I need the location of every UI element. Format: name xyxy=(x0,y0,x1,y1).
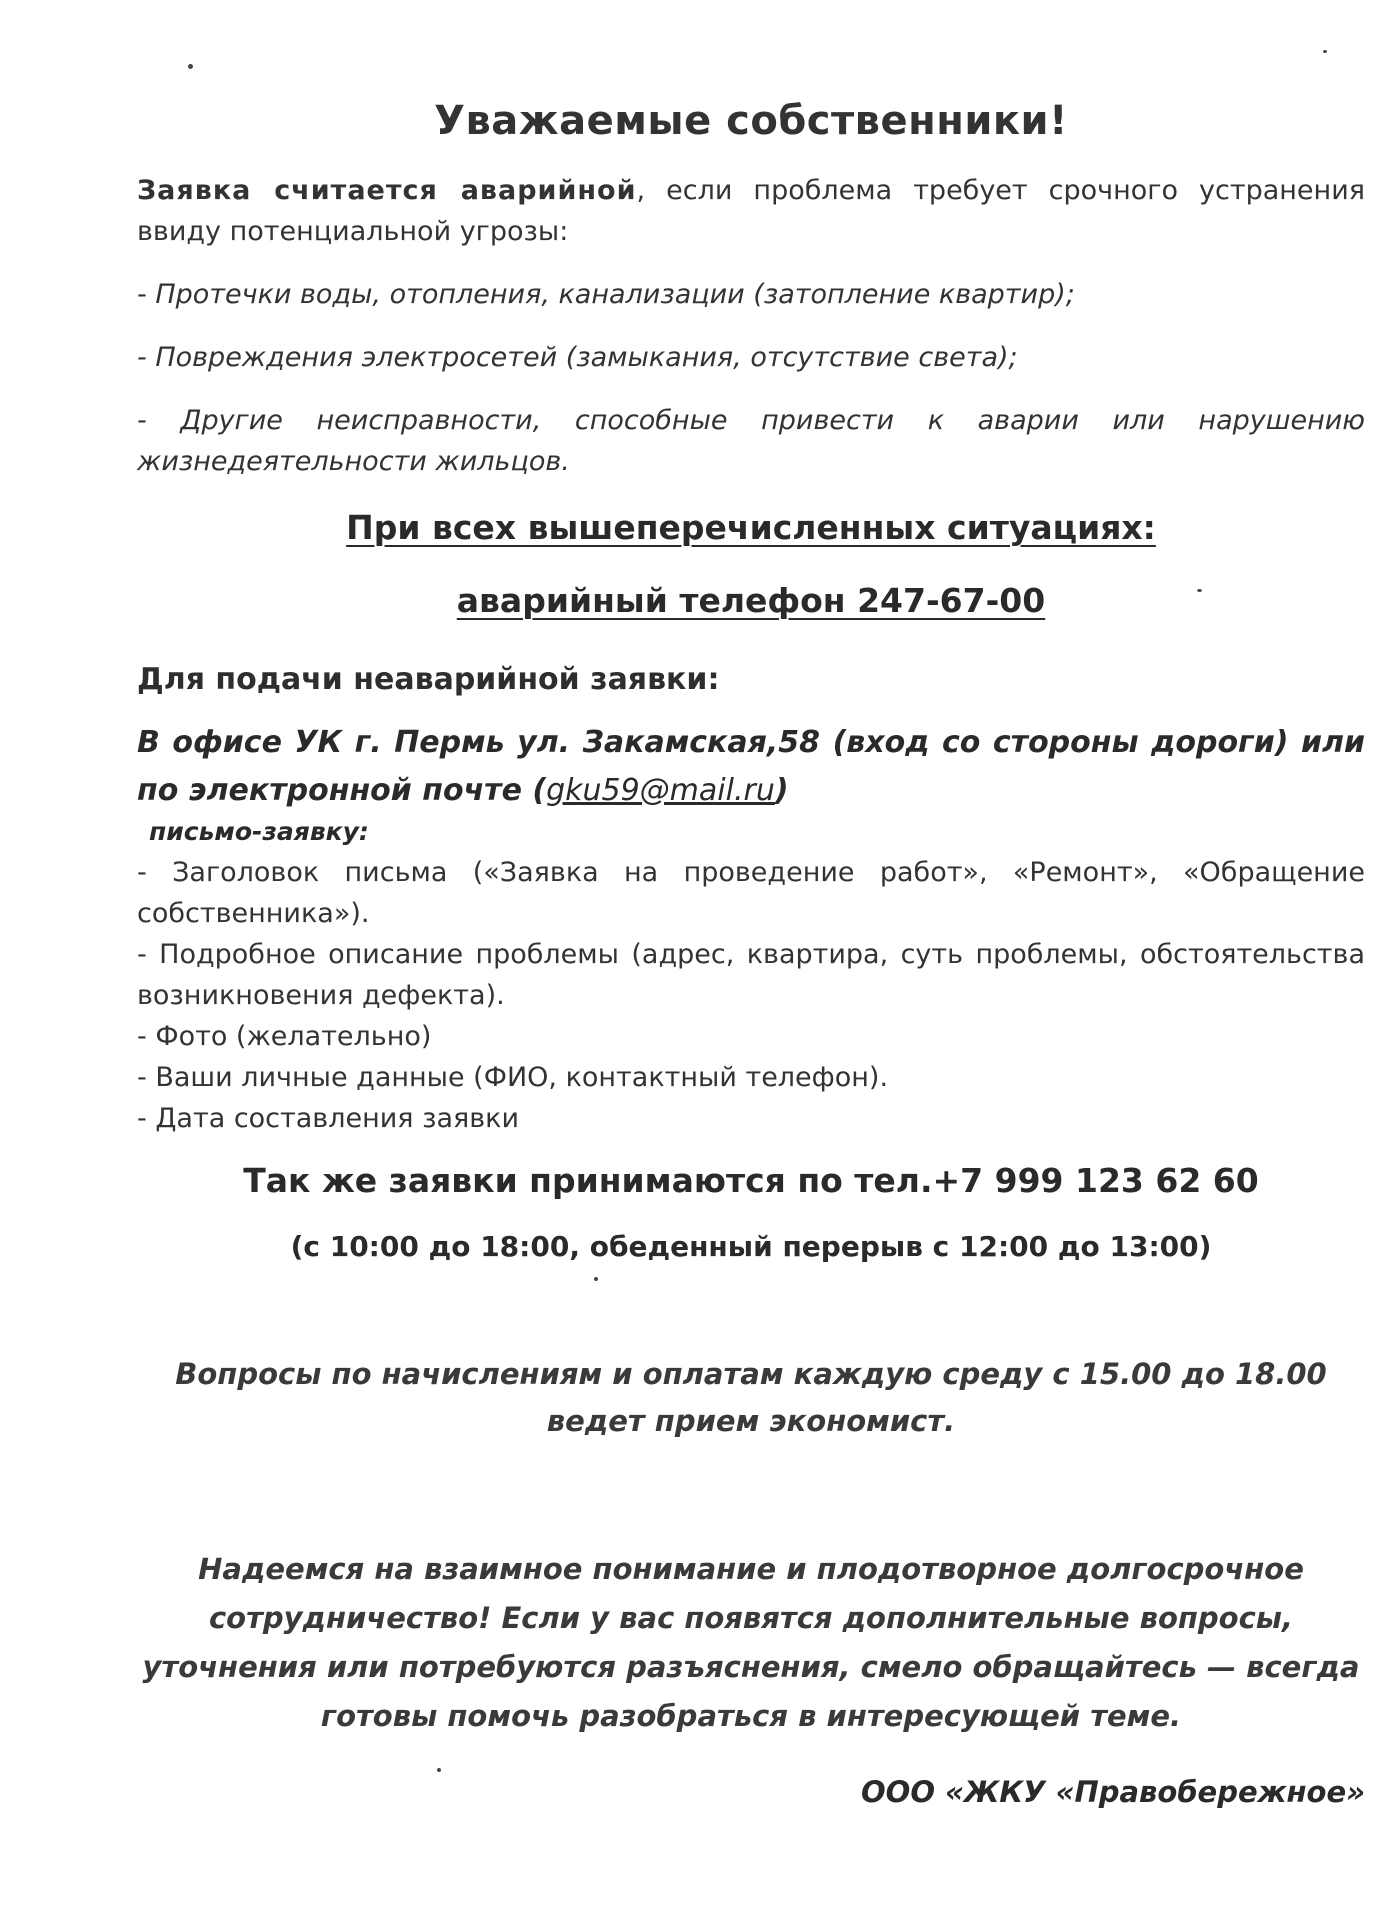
list-item: - Заголовок письма («Заявка на проведение работ», «Ремонт», «Обращение собственника»). xyxy=(137,857,1365,929)
all-situations-heading: При всех вышеперечисленных ситуациях: xyxy=(346,508,1156,547)
email-link[interactable]: gku59@mail.ru xyxy=(546,773,775,808)
office-address-text: В офисе УК г. Пермь ул. Закамская,58 (вход со стороны дороги) или по электронной почте ( xyxy=(137,725,1365,808)
list-item: - Фото (желательно) xyxy=(137,1021,432,1052)
signature: ООО «ЖКУ «Правобережное» xyxy=(861,1775,1365,1809)
emergency-item-water: - Протечки воды, отопления, канализации (затопление квартир); xyxy=(137,279,1075,310)
scan-speck xyxy=(1323,50,1327,53)
letter-label: письмо-заявку: xyxy=(149,817,369,846)
non-emergency-heading: Для подачи неаварийной заявки: xyxy=(137,662,720,697)
office-address-paragraph xyxy=(137,719,1365,815)
emergency-phone-heading: аварийный телефон 247-67-00 xyxy=(456,581,1046,620)
emergency-item-other: - Другие неисправности, способные привести к аварии или нарушению жизнедеятельности жильцов. xyxy=(137,405,1365,477)
phone-line: Так же заявки принимаются по тел.+7 999 123 62 60 xyxy=(243,1161,1259,1200)
letter-requirements-list xyxy=(137,852,1365,1139)
hours-line: (с 10:00 до 18:00, обеденный перерыв с 12:00 до 13:00) xyxy=(290,1230,1212,1263)
economist-notice: Вопросы по начислениям и оплатам каждую среду с 15.00 до 18.00 ведет прием экономист. xyxy=(175,1357,1327,1438)
emergency-definition-lead: Заявка считается аварийной xyxy=(137,175,637,206)
emergency-definition xyxy=(137,170,1365,252)
document-body xyxy=(137,98,1365,1809)
list-item: - Подробное описание проблемы (адрес, квартира, суть проблемы, обстоятельства возникновения дефекта). xyxy=(137,939,1365,1011)
emergency-definition-rest: , если проблема требует срочного устранения ввиду потенциальной угрозы: xyxy=(137,175,1365,247)
office-address-close: ) xyxy=(774,773,789,808)
scan-speck xyxy=(188,64,193,69)
emergency-item-electric: - Повреждения электросетей (замыкания, отсутствие света); xyxy=(137,342,1018,373)
list-item: - Ваши личные данные (ФИО, контактный телефон). xyxy=(137,1062,889,1093)
closing-paragraph: Надеемся на взаимное понимание и плодотворное долгосрочное сотрудничество! Если у вас появятся дополнительные вопросы, уточнения или потребуются разъяснения, смело обращайтесь — всегда готовы помочь разобраться в интересующей теме. xyxy=(142,1552,1360,1733)
page-title: Уважаемые собственники! xyxy=(434,98,1068,144)
list-item: - Дата составления заявки xyxy=(137,1103,520,1134)
